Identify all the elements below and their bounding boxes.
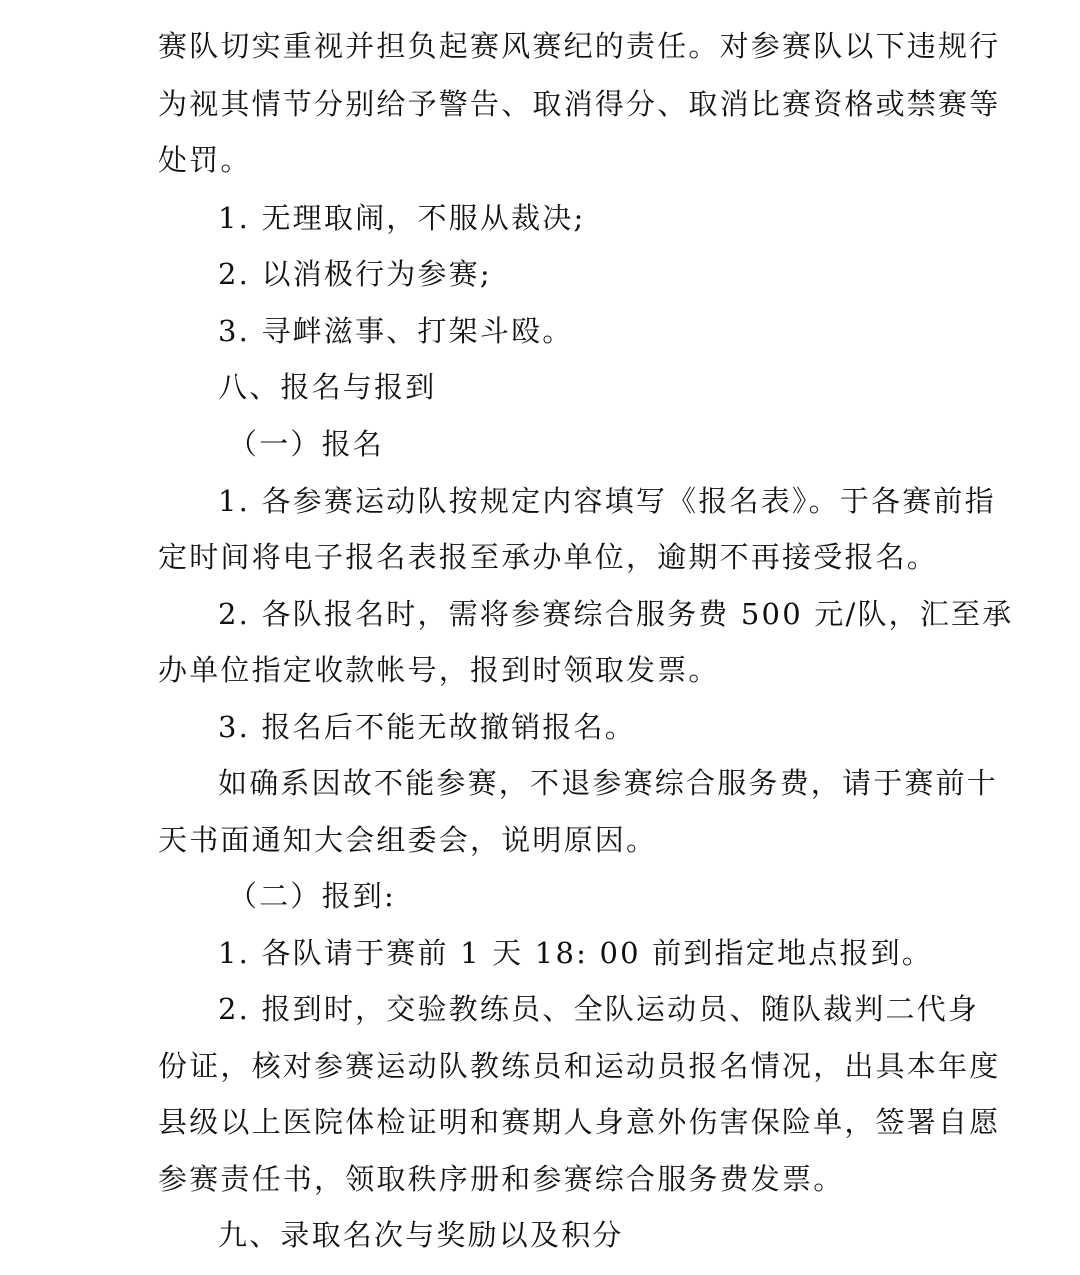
paragraph-line: 办单位指定收款帐号，报到时领取发票。 [158,653,720,687]
section-heading: 九、录取名次与奖励以及积分 [218,1218,624,1252]
paragraph-line: 县级以上医院体检证明和赛期人身意外伤害保险单，签署自愿 [158,1105,1001,1139]
paragraph-line: 天书面通知大会组委会，说明原因。 [158,823,658,857]
paragraph-line: 处罚。 [158,143,252,177]
paragraph-line: 赛队切实重视并担负起赛风赛纪的责任。对参赛队以下违规行 [158,29,1001,63]
paragraph-line: 定时间将电子报名表报至承办单位，逾期不再接受报名。 [158,540,939,574]
paragraph-line: 如确系因故不能参赛，不退参赛综合服务费，请于赛前十 [218,766,999,800]
list-item: 3. 寻衅滋事、打架斗殴。 [218,314,574,348]
paragraph-line: 份证，核对参赛运动队教练员和运动员报名情况，出具本年度 [158,1049,1001,1083]
paragraph-line: 为视其情节分别给予警告、取消得分、取消比赛资格或禁赛等 [158,87,1001,121]
list-item: 2. 以消极行为参赛; [218,257,492,291]
list-item: 1. 无理取闹，不服从裁决; [218,201,586,235]
subsection-heading: （二）报到: [228,879,396,913]
paragraph-line: 参赛责任书，领取秩序册和参赛综合服务费发票。 [158,1162,845,1196]
section-heading: 八、报名与报到 [218,370,437,404]
paragraph-line: 2. 报到时，交验教练员、全队运动员、随队裁判二代身 [218,992,980,1026]
paragraph-line: 2. 各队报名时，需将参赛综合服务费 500 元/队，汇至承 [218,597,1014,631]
paragraph-line: 1. 各参赛运动队按规定内容填写《报名表》。于各赛前指 [218,484,996,518]
paragraph-line: 1. 各队请于赛前 1 天 18: 00 前到指定地点报到。 [218,936,934,970]
subsection-heading: （一）报名 [228,427,385,461]
paragraph-line: 3. 报名后不能无故撤销报名。 [218,710,636,744]
